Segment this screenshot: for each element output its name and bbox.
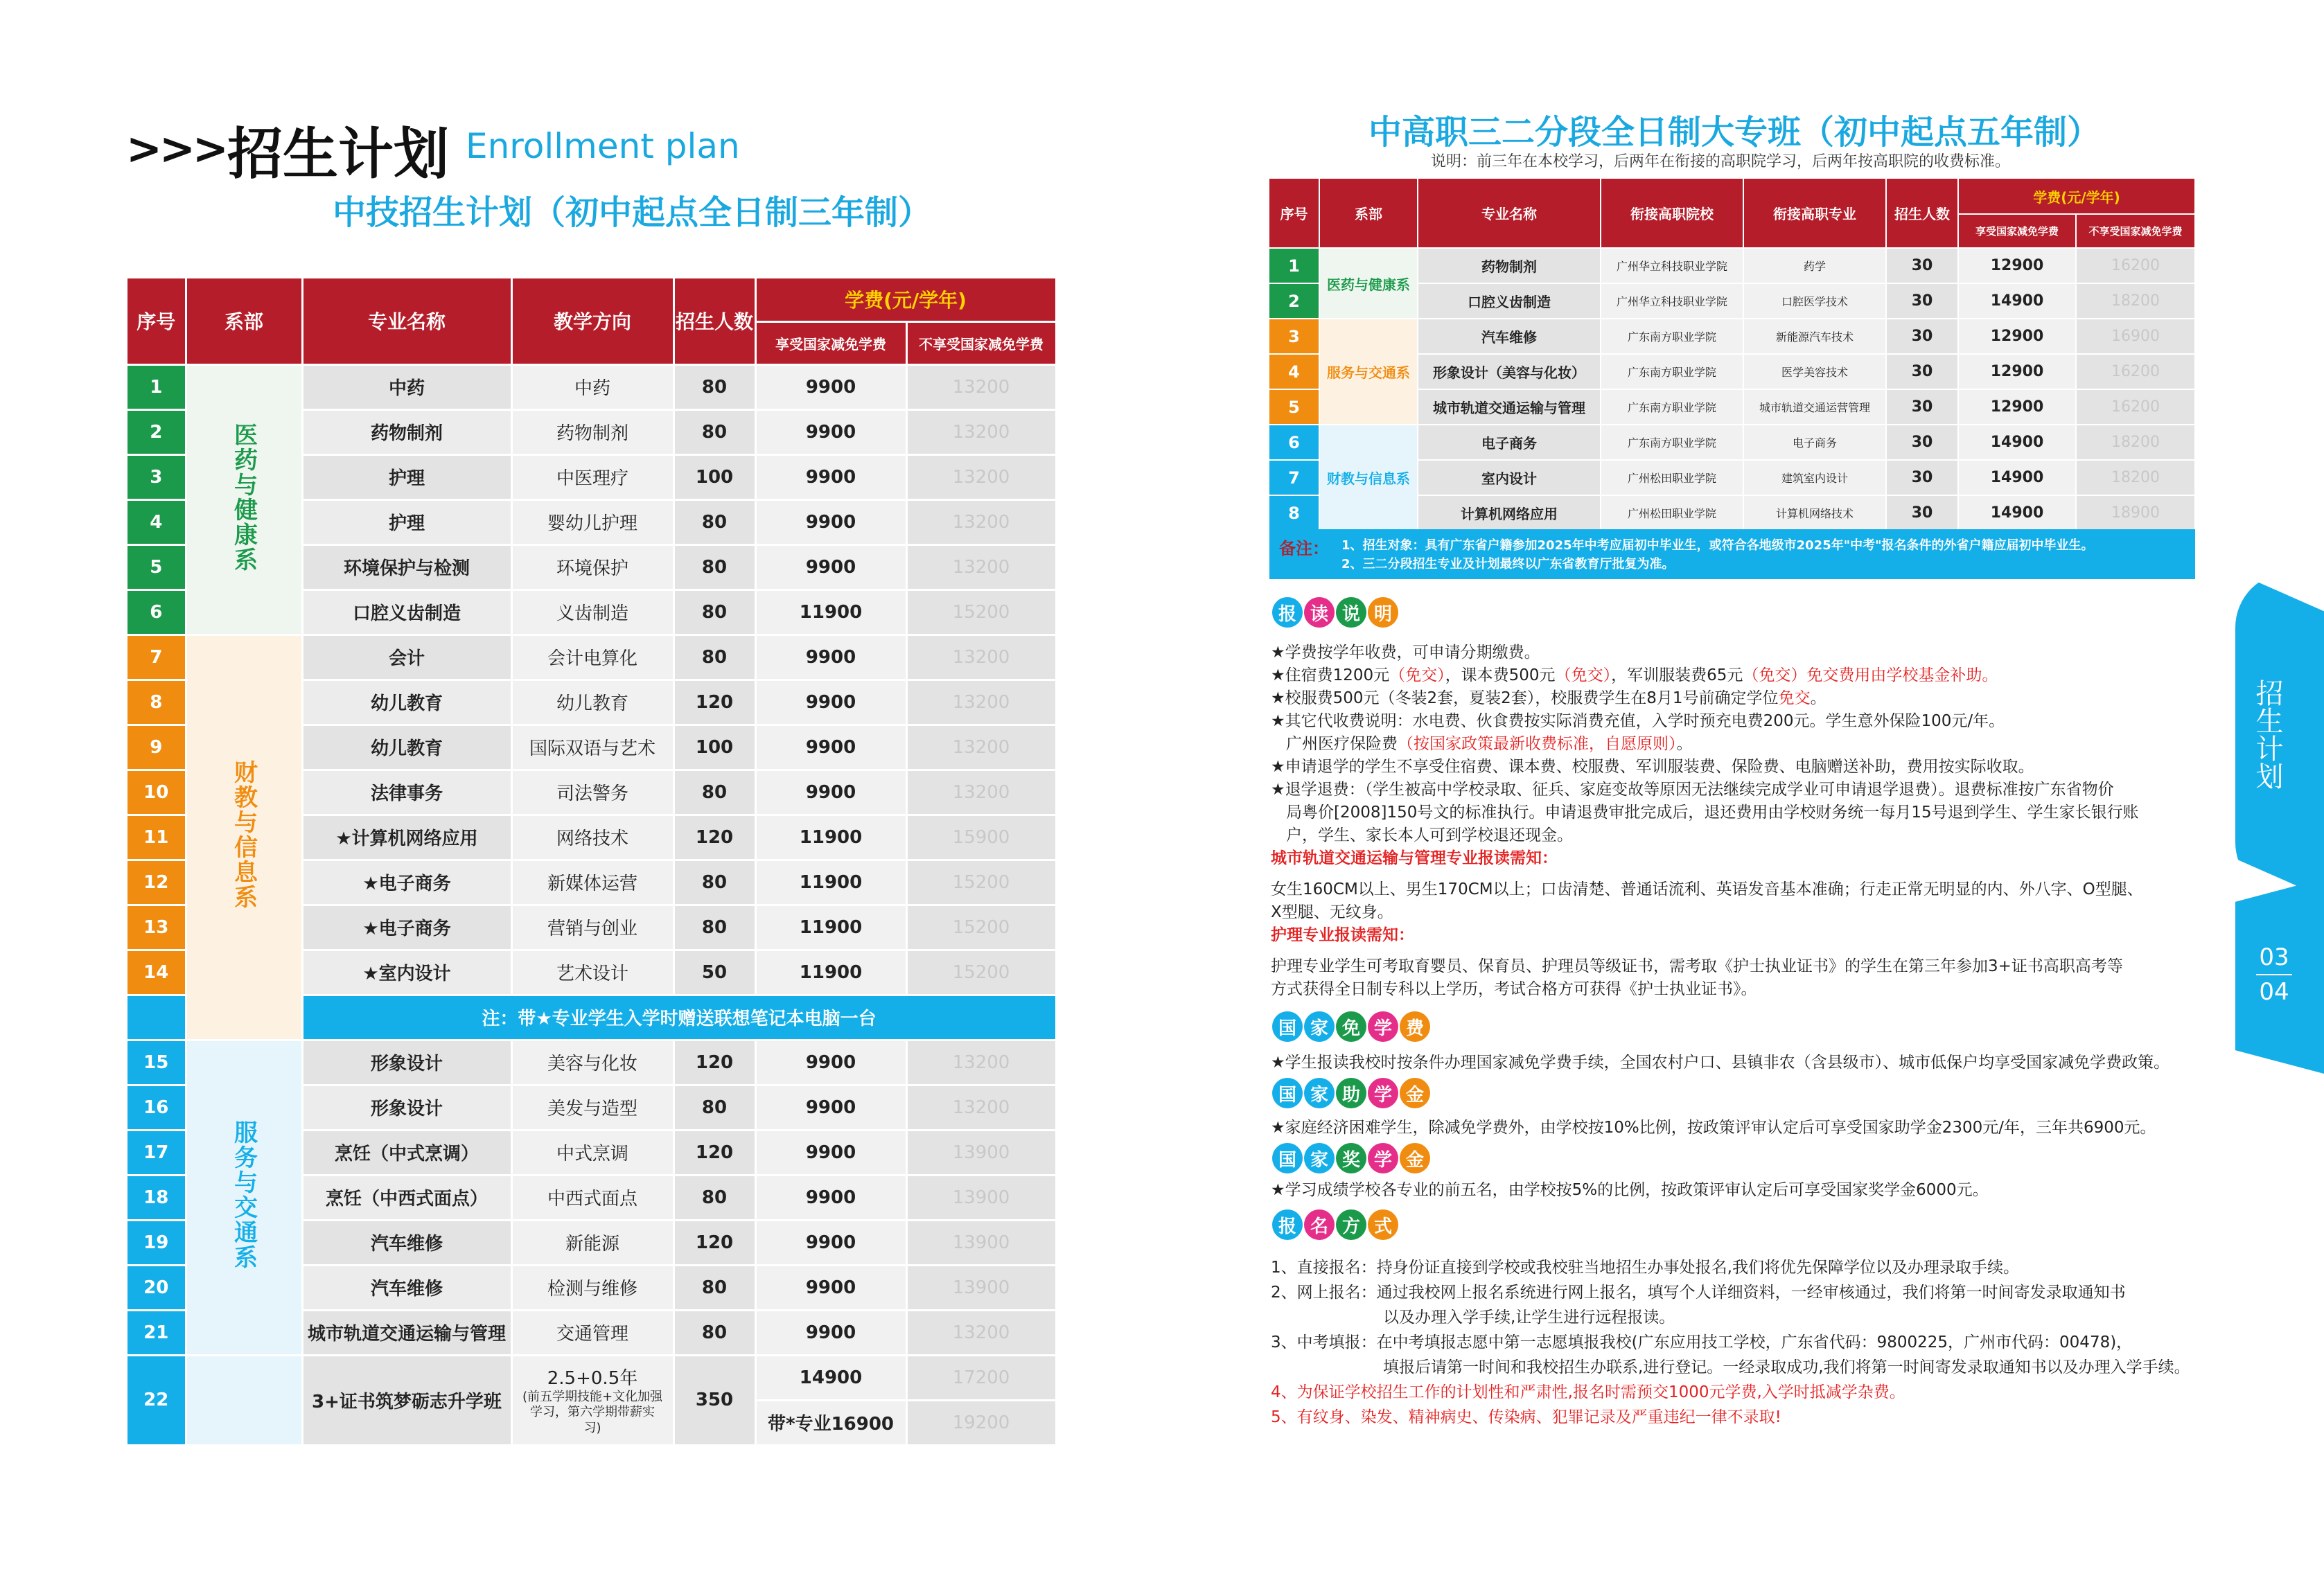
badge-char: 式 bbox=[1368, 1209, 1398, 1240]
cell-major: 汽车维修 bbox=[302, 1265, 511, 1310]
r-header-fee: 学费(元/学年) bbox=[1958, 179, 2195, 214]
header-fee-reduced: 享受国家减免学费 bbox=[755, 321, 906, 364]
side-tab-label: 招生计划 bbox=[2251, 679, 2283, 790]
cell-seq: 3 bbox=[1269, 319, 1319, 354]
cell-college: 广州松田职业学院 bbox=[1601, 495, 1743, 531]
cell-fee: 11900 bbox=[755, 815, 906, 860]
cell-fee-full: 18900 bbox=[2076, 495, 2195, 531]
cell-direction: 会计电算化 bbox=[511, 635, 674, 680]
cell-count: 80 bbox=[674, 589, 755, 635]
cell-seq: 1 bbox=[127, 364, 186, 409]
cell-direction: 国际双语与艺术 bbox=[511, 725, 674, 770]
nurse-notice-line: 方式获得全日制专科以上学历，考试合格方可获得《护士执业证书》。 bbox=[1271, 980, 1757, 998]
cell-direction: 营销与创业 bbox=[511, 905, 674, 950]
remark-label: 备注： bbox=[1279, 539, 1329, 558]
badge-char: 报 bbox=[1272, 1209, 1303, 1240]
header-dept: 系部 bbox=[186, 278, 302, 364]
cell-fee: 11900 bbox=[755, 589, 906, 635]
table-row bbox=[1269, 248, 2195, 283]
page-number bbox=[2256, 942, 2292, 1007]
dept-svc bbox=[186, 1040, 302, 1355]
cell-major: 法律事务 bbox=[302, 770, 511, 815]
cell-fee: 14900 bbox=[1958, 283, 2076, 319]
badge-registration-notes bbox=[1272, 597, 1398, 628]
badge-registration-methods bbox=[1272, 1209, 1398, 1240]
cell-college-major: 建筑室内设计 bbox=[1743, 460, 1886, 495]
cell-seq: 16 bbox=[127, 1085, 186, 1130]
cell-count: 100 bbox=[674, 454, 755, 499]
cell-fee: 9900 bbox=[755, 635, 906, 680]
cell-count: 80 bbox=[674, 409, 755, 454]
cell-seq: 14 bbox=[127, 950, 186, 995]
cell-seq: 17 bbox=[127, 1130, 186, 1175]
header-seq: 序号 bbox=[127, 278, 186, 364]
badge-char: 家 bbox=[1304, 1143, 1335, 1173]
cell-fee: 9900 bbox=[755, 1175, 906, 1220]
cell-fee: 9900 bbox=[755, 454, 906, 499]
table-row bbox=[127, 1040, 1056, 1085]
nurse-notice-title: 护理专业报读需知： bbox=[1271, 926, 1414, 944]
note-line: ★住宿费1200元（免交），课本费500元（免交），军训服装费65元（免交）免交费用由学校基金补助。 bbox=[1271, 666, 1998, 684]
badge-char: 金 bbox=[1400, 1078, 1430, 1108]
cell-seq-empty bbox=[127, 995, 186, 1040]
cell-count: 30 bbox=[1886, 354, 1958, 389]
cell-direction bbox=[511, 1355, 674, 1445]
cell-college-major: 医学美容技术 bbox=[1743, 354, 1886, 389]
header-fee-full: 不享受国家减免学费 bbox=[906, 321, 1056, 364]
cell-major: 口腔义齿制造 bbox=[302, 589, 511, 635]
cell-count: 80 bbox=[674, 905, 755, 950]
cell-fee-full: 13900 bbox=[906, 1265, 1056, 1310]
cell-seq: 4 bbox=[127, 499, 186, 544]
cell-fee: 9900 bbox=[755, 770, 906, 815]
reg-line-2: 2、网上报名：通过我校网上报名系统进行网上报名，填写个人详细资料，一经审核通过，我们将第一时间寄发录取通知书 bbox=[1271, 1284, 2126, 1302]
r-header-major: 专业名称 bbox=[1418, 179, 1601, 248]
cell-count: 120 bbox=[674, 1220, 755, 1265]
note-line: 局粤价[2008]150号文的标准执行。申请退费审批完成后，退还费用由学校财务统一每月15号退到学生、学生家长银行账 bbox=[1286, 804, 2139, 822]
r-header-fee-reduced: 享受国家减免学费 bbox=[1958, 214, 2076, 248]
cell-fee-full: 16900 bbox=[2076, 319, 2195, 354]
badge-char: 家 bbox=[1304, 1078, 1335, 1108]
cell-fee-full: 13900 bbox=[906, 1130, 1056, 1175]
cell-count: 120 bbox=[674, 680, 755, 725]
cell-college: 广东南方职业学院 bbox=[1601, 319, 1743, 354]
cell-fee-full: 13200 bbox=[906, 454, 1056, 499]
cell-seq: 4 bbox=[1269, 354, 1319, 389]
header-count: 招生人数 bbox=[674, 278, 755, 364]
cell-major: 城市轨道交通运输与管理 bbox=[1418, 389, 1601, 425]
note-line: ★退学退费：（学生被高中学校录取、征兵、家庭变故等原因无法继续完成学业可申请退学退费）。退费标准按广东省物价 bbox=[1271, 781, 2114, 799]
badge-scholarship bbox=[1272, 1143, 1430, 1173]
cell-fee-full: 13200 bbox=[906, 364, 1056, 409]
cell-fee: 9900 bbox=[755, 364, 906, 409]
cell-major: 3+证书筑梦砺志升学班 bbox=[302, 1355, 511, 1445]
cell-seq: 3 bbox=[127, 454, 186, 499]
dept-med bbox=[186, 364, 302, 635]
cell-major: 中药 bbox=[302, 364, 511, 409]
badge-char: 方 bbox=[1336, 1209, 1366, 1240]
cell-college: 广东南方职业学院 bbox=[1601, 425, 1743, 460]
cell-seq: 11 bbox=[127, 815, 186, 860]
r-header-count: 招生人数 bbox=[1886, 179, 1958, 248]
r-header-college-major: 衔接高职专业 bbox=[1743, 179, 1886, 248]
cell-fee-full: 16200 bbox=[2076, 389, 2195, 425]
cell-fee: 12900 bbox=[1958, 319, 2076, 354]
cell-direction: 中医理疗 bbox=[511, 454, 674, 499]
table-row bbox=[127, 1355, 1056, 1400]
badge-char: 免 bbox=[1336, 1011, 1366, 1042]
cell-fee-full: 17200 bbox=[906, 1355, 1056, 1400]
scholarship-text: ★学习成绩学校各专业的前五名，由学校按5%的比例，按政策评审认定后可享受国家奖学金6000元。 bbox=[1271, 1181, 1989, 1199]
cell-fee: 9900 bbox=[755, 1220, 906, 1265]
cell-count: 120 bbox=[674, 1040, 755, 1085]
cell-count: 80 bbox=[674, 635, 755, 680]
badge-char: 奖 bbox=[1336, 1143, 1366, 1173]
cell-major: 形象设计 bbox=[302, 1085, 511, 1130]
right-table-title: 中高职三二分段全日制大专班（初中起点五年制） bbox=[1368, 113, 2101, 152]
note-line: 广州医疗保险费（按国家政策最新收费标准，自愿原则）。 bbox=[1286, 735, 1693, 753]
cell-count: 30 bbox=[1886, 319, 1958, 354]
badge-char: 读 bbox=[1304, 597, 1335, 628]
cell-fee: 11900 bbox=[755, 905, 906, 950]
cell-seq: 21 bbox=[127, 1310, 186, 1355]
cell-fee-full: 13200 bbox=[906, 1040, 1056, 1085]
cell-seq: 15 bbox=[127, 1040, 186, 1085]
registration-methods bbox=[1271, 1255, 2190, 1430]
cell-count: 80 bbox=[674, 544, 755, 589]
cell-count: 80 bbox=[674, 364, 755, 409]
cell-seq: 7 bbox=[1269, 460, 1319, 495]
cell-major: 汽车维修 bbox=[1418, 319, 1601, 354]
dept-svc: 服务与交通系 bbox=[1319, 319, 1418, 425]
cell-count: 30 bbox=[1886, 389, 1958, 425]
reg-line-3b: 填报后请第一时间和我校招生办联系,进行登记。一经录取成功,我们将第一时间寄发录取通知书以及办理入学手续。 bbox=[1383, 1358, 2190, 1376]
header-fee: 学费(元/学年) bbox=[755, 278, 1056, 321]
cell-major: 烹饪（中西式面点） bbox=[302, 1175, 511, 1220]
cell-major: 计算机网络应用 bbox=[1418, 495, 1601, 531]
cell-college-major: 口腔医学技术 bbox=[1743, 283, 1886, 319]
r-header-fee-full: 不享受国家减免学费 bbox=[2076, 214, 2195, 248]
grant-text: ★家庭经济困难学生，除减免学费外，由学校按10%比例，按政策评审认定后可享受国家助学金2300元/年，三年共6900元。 bbox=[1271, 1119, 2156, 1137]
cell-fee-full: 16200 bbox=[2076, 248, 2195, 283]
cell-direction: 中药 bbox=[511, 364, 674, 409]
cell-fee: 9900 bbox=[755, 1130, 906, 1175]
cell-fee: 14900 bbox=[1958, 495, 2076, 531]
cell-fee-full: 13900 bbox=[906, 1175, 1056, 1220]
badge-char: 金 bbox=[1400, 1143, 1430, 1173]
cell-fee-full: 13900 bbox=[906, 1220, 1056, 1265]
cell-direction: 新能源 bbox=[511, 1220, 674, 1265]
cell-fee-full: 13200 bbox=[906, 725, 1056, 770]
cell-direction: 幼儿教育 bbox=[511, 680, 674, 725]
remark-line-2: 2、三二分段招生专业及计划最终以广东省教育厅批复为准。 bbox=[1341, 557, 1675, 571]
cell-major: 形象设计 bbox=[302, 1040, 511, 1085]
cell-fee: 14900 bbox=[1958, 460, 2076, 495]
cell-college: 广州华立科技职业学院 bbox=[1601, 248, 1743, 283]
cell-fee: 14900 bbox=[755, 1355, 906, 1400]
cell-direction: 药物制剂 bbox=[511, 409, 674, 454]
cell-college-major: 药学 bbox=[1743, 248, 1886, 283]
cell-seq: 5 bbox=[1269, 389, 1319, 425]
page-number-top: 03 bbox=[2259, 943, 2289, 971]
cell-major: 城市轨道交通运输与管理 bbox=[302, 1310, 511, 1355]
cell-major: 形象设计（美容与化妆） bbox=[1418, 354, 1601, 389]
badge-char: 说 bbox=[1336, 597, 1366, 628]
reg-line-5: 5、有纹身、染发、精神病史、传染病、犯罪记录及严重违纪一律不录取! bbox=[1271, 1408, 1781, 1426]
cell-count: 120 bbox=[674, 815, 755, 860]
rail-notice-line: 女生160CM以上、男生170CM以上；口齿清楚、普通话流利、英语发音基本准确；行走正常无明显的内、外八字、O型腿、 bbox=[1271, 880, 2143, 898]
badge-char: 家 bbox=[1304, 1011, 1335, 1042]
note-line: ★校服费500元（冬装2套，夏装2套），校服费学生在8月1号前确定学位免交。 bbox=[1271, 689, 1826, 707]
badge-char: 助 bbox=[1336, 1078, 1366, 1108]
badge-char: 国 bbox=[1272, 1011, 1303, 1042]
reg-line-3: 3、中考填报：在中考填报志愿中第一志愿填报我校(广东应用技工学校，广东省代码：9800225，广州市代码：00478)， bbox=[1271, 1333, 2133, 1351]
badge-char: 名 bbox=[1304, 1209, 1335, 1240]
arrows-decoration: >>> bbox=[126, 123, 226, 174]
cell-fee-full: 15200 bbox=[906, 905, 1056, 950]
cell-fee: 9900 bbox=[755, 1085, 906, 1130]
cell-direction: 司法警务 bbox=[511, 770, 674, 815]
cell-college: 广州华立科技职业学院 bbox=[1601, 283, 1743, 319]
cell-fee-full: 13200 bbox=[906, 770, 1056, 815]
cell-college-major: 城市轨道交通运营管理 bbox=[1743, 389, 1886, 425]
cell-major: 室内设计 bbox=[1418, 460, 1601, 495]
r-header-dept: 系部 bbox=[1319, 179, 1418, 248]
note-line: ★学费按学年收费，可申请分期缴费。 bbox=[1271, 644, 1540, 662]
header-direction: 教学方向 bbox=[511, 278, 674, 364]
cell-fee-full: 15200 bbox=[906, 589, 1056, 635]
cell-fee: 12900 bbox=[1958, 248, 2076, 283]
cell-seq: 8 bbox=[1269, 495, 1319, 531]
dept-fin bbox=[186, 635, 302, 1040]
r-header-college: 衔接高职院校 bbox=[1601, 179, 1743, 248]
cell-count: 50 bbox=[674, 950, 755, 995]
cell-count: 30 bbox=[1886, 248, 1958, 283]
cell-college: 广东南方职业学院 bbox=[1601, 389, 1743, 425]
cell-major: 护理 bbox=[302, 454, 511, 499]
cell-seq: 19 bbox=[127, 1220, 186, 1265]
notes-block bbox=[1271, 641, 2143, 1001]
cell-major: 电子商务 bbox=[1418, 425, 1601, 460]
badge-char: 学 bbox=[1368, 1011, 1398, 1042]
cell-count: 350 bbox=[674, 1355, 755, 1445]
page-title-en: Enrollment plan bbox=[466, 126, 740, 166]
cell-major: ★计算机网络应用 bbox=[302, 815, 511, 860]
cell-major: 会计 bbox=[302, 635, 511, 680]
tuition-waiver-text: ★学生报读我校时按条件办理国家减免学费手续，全国农村户口、县镇非农（含县级市）、城市低保户均享受国家减免学费政策。 bbox=[1271, 1054, 2170, 1072]
cell-seq: 22 bbox=[127, 1355, 186, 1445]
cell-count: 30 bbox=[1886, 460, 1958, 495]
cell-fee: 9900 bbox=[755, 680, 906, 725]
cell-direction: 环境保护 bbox=[511, 544, 674, 589]
cell-seq: 2 bbox=[1269, 283, 1319, 319]
cell-college: 广州松田职业学院 bbox=[1601, 460, 1743, 495]
dept-svc-cont bbox=[186, 1355, 302, 1445]
cell-direction: 检测与维修 bbox=[511, 1265, 674, 1310]
cell-major: ★电子商务 bbox=[302, 860, 511, 905]
cell-major: 环境保护与检测 bbox=[302, 544, 511, 589]
cell-fee-full: 15900 bbox=[906, 815, 1056, 860]
cell-seq: 1 bbox=[1269, 248, 1319, 283]
cell-seq: 20 bbox=[127, 1265, 186, 1310]
dept-med: 医药与健康系 bbox=[1319, 248, 1418, 319]
cell-fee-full: 13200 bbox=[906, 499, 1056, 544]
cell-fee: 9900 bbox=[755, 725, 906, 770]
cell-count: 30 bbox=[1886, 495, 1958, 531]
cell-fee: 11900 bbox=[755, 860, 906, 905]
cell-major: 药物制剂 bbox=[1418, 248, 1601, 283]
cell-major: 药物制剂 bbox=[302, 409, 511, 454]
cell-direction: 美发与造型 bbox=[511, 1085, 674, 1130]
cell-direction: 中西式面点 bbox=[511, 1175, 674, 1220]
table-row bbox=[127, 635, 1056, 680]
dept-fin: 财教与信息系 bbox=[1319, 425, 1418, 531]
cell-count: 100 bbox=[674, 725, 755, 770]
cell-seq: 5 bbox=[127, 544, 186, 589]
cell-major: 口腔义齿制造 bbox=[1418, 283, 1601, 319]
cell-direction: 网络技术 bbox=[511, 815, 674, 860]
cell-direction: 中式烹调 bbox=[511, 1130, 674, 1175]
cell-count: 30 bbox=[1886, 425, 1958, 460]
cell-count: 80 bbox=[674, 860, 755, 905]
cell-count: 80 bbox=[674, 1310, 755, 1355]
dept-label: 财教与信息系 bbox=[229, 760, 258, 910]
cell-fee: 11900 bbox=[755, 950, 906, 995]
cell-major: 烹饪（中式烹调） bbox=[302, 1130, 511, 1175]
cell-seq: 18 bbox=[127, 1175, 186, 1220]
cell-fee: 带*专业16900 bbox=[755, 1400, 906, 1445]
cell-fee: 12900 bbox=[1958, 389, 2076, 425]
remark-line-1: 1、招生对象：具有广东省户籍参加2025年中考应届初中毕业生，或符合各地级市2025年"中考"报名条件的外省户籍应届初中毕业生。 bbox=[1341, 538, 2094, 553]
cell-fee: 9900 bbox=[755, 544, 906, 589]
right-table-desc: 说明：前三年在本校学习，后两年在衔接的高职院学习，后两年按高职院的收费标准。 bbox=[1431, 153, 2011, 170]
r-header-seq: 序号 bbox=[1269, 179, 1319, 248]
cell-fee-full: 13200 bbox=[906, 1085, 1056, 1130]
cell-fee-full: 13200 bbox=[906, 635, 1056, 680]
cell-direction: 美容与化妆 bbox=[511, 1040, 674, 1085]
laptop-note: 注：带★专业学生入学时赠送联想笔记本电脑一台 bbox=[302, 995, 1056, 1040]
cell-major: ★室内设计 bbox=[302, 950, 511, 995]
direction-detail: (前五学期技能+文化加强学习，第六学期带薪实习) bbox=[522, 1389, 663, 1435]
reg-line-2b: 以及办理入学手续,让学生进行远程报读。 bbox=[1383, 1309, 1675, 1327]
rail-notice-title: 城市轨道交通运输与管理专业报读需知： bbox=[1271, 849, 1558, 867]
direction-main: 2.5+0.5年 bbox=[547, 1367, 638, 1389]
cell-college-major: 电子商务 bbox=[1743, 425, 1886, 460]
cell-fee: 12900 bbox=[1958, 354, 2076, 389]
cell-direction: 义齿制造 bbox=[511, 589, 674, 635]
cell-fee-full: 13200 bbox=[906, 544, 1056, 589]
cell-count: 80 bbox=[674, 1265, 755, 1310]
page-title: 招生计划 bbox=[227, 122, 449, 186]
table-row bbox=[1269, 425, 2195, 460]
cell-seq: 2 bbox=[127, 409, 186, 454]
badge-char: 明 bbox=[1368, 597, 1398, 628]
cell-direction: 艺术设计 bbox=[511, 950, 674, 995]
cell-seq: 12 bbox=[127, 860, 186, 905]
left-table-title: 中技招生计划（初中起点全日制三年制） bbox=[333, 193, 932, 232]
badge-tuition-waiver bbox=[1272, 1011, 1430, 1042]
cell-college: 广东南方职业学院 bbox=[1601, 354, 1743, 389]
cell-fee-full: 15200 bbox=[906, 860, 1056, 905]
cell-fee: 9900 bbox=[755, 499, 906, 544]
reg-line-1: 1、直接报名：持身份证直接到学校或我校驻当地招生办事处报名,我们将优先保障学位以及办理录取手续。 bbox=[1271, 1259, 2019, 1277]
cell-fee-full: 13200 bbox=[906, 1310, 1056, 1355]
cell-major: 幼儿教育 bbox=[302, 725, 511, 770]
cell-fee: 9900 bbox=[755, 1265, 906, 1310]
cell-fee-full: 18200 bbox=[2076, 425, 2195, 460]
cell-major: 护理 bbox=[302, 499, 511, 544]
cell-count: 80 bbox=[674, 1175, 755, 1220]
cell-count: 30 bbox=[1886, 283, 1958, 319]
cell-fee-full: 13200 bbox=[906, 680, 1056, 725]
cell-college-major: 新能源汽车技术 bbox=[1743, 319, 1886, 354]
cell-seq: 9 bbox=[127, 725, 186, 770]
cell-fee: 14900 bbox=[1958, 425, 2076, 460]
cell-fee-full: 19200 bbox=[906, 1400, 1056, 1445]
cell-count: 80 bbox=[674, 1085, 755, 1130]
badge-char: 费 bbox=[1400, 1011, 1430, 1042]
note-line: ★其它代收费说明：水电费、伙食费按实际消费充值，入学时预充电费200元。学生意外保险100元/年。 bbox=[1271, 712, 2005, 730]
cell-fee-full: 13200 bbox=[906, 409, 1056, 454]
cell-major: 汽车维修 bbox=[302, 1220, 511, 1265]
enrollment-table-left bbox=[127, 278, 1057, 1446]
badge-char: 学 bbox=[1368, 1078, 1398, 1108]
cell-fee-full: 16200 bbox=[2076, 354, 2195, 389]
note-line: ★申请退学的学生不享受住宿费、课本费、校服费、军训服装费、保险费、电脑赠送补助，费用按实际收取。 bbox=[1271, 758, 2034, 776]
cell-fee-full: 18200 bbox=[2076, 283, 2195, 319]
header-major: 专业名称 bbox=[302, 278, 511, 364]
cell-seq: 6 bbox=[127, 589, 186, 635]
cell-fee-full: 15200 bbox=[906, 950, 1056, 995]
reg-line-4: 4、为保证学校招生工作的计划性和严肃性,报名时需预交1000元学费,入学时抵减学杂费。 bbox=[1271, 1383, 1905, 1401]
cell-college-major: 计算机网络技术 bbox=[1743, 495, 1886, 531]
cell-direction: 婴幼儿护理 bbox=[511, 499, 674, 544]
dept-label: 服务与交通系 bbox=[229, 1120, 258, 1270]
cell-direction: 交通管理 bbox=[511, 1310, 674, 1355]
cell-fee: 9900 bbox=[755, 1040, 906, 1085]
note-line: 户，学生、家长本人可到学校退还现金。 bbox=[1286, 826, 1573, 844]
rail-notice-line: X型腿、无纹身。 bbox=[1271, 903, 1393, 921]
cell-fee-full: 18200 bbox=[2076, 460, 2195, 495]
nurse-notice-line: 护理专业学生可考取育婴员、保育员、护理员等级证书，需考取《护士执业证书》的学生在第三年参加3+证书高职高考等 bbox=[1271, 957, 2123, 975]
remark-box bbox=[1269, 529, 2195, 579]
table-row bbox=[127, 364, 1056, 409]
cell-direction: 新媒体运营 bbox=[511, 860, 674, 905]
cell-seq: 7 bbox=[127, 635, 186, 680]
cell-count: 80 bbox=[674, 499, 755, 544]
cell-count: 120 bbox=[674, 1130, 755, 1175]
badge-char: 国 bbox=[1272, 1143, 1303, 1173]
enrollment-table-right bbox=[1269, 179, 2196, 531]
cell-fee: 9900 bbox=[755, 1310, 906, 1355]
badge-char: 报 bbox=[1272, 597, 1303, 628]
badge-char: 国 bbox=[1272, 1078, 1303, 1108]
table-row bbox=[1269, 319, 2195, 354]
cell-seq: 8 bbox=[127, 680, 186, 725]
cell-seq: 13 bbox=[127, 905, 186, 950]
cell-fee: 9900 bbox=[755, 409, 906, 454]
cell-major: ★电子商务 bbox=[302, 905, 511, 950]
page-number-bottom: 04 bbox=[2259, 978, 2289, 1006]
cell-seq: 10 bbox=[127, 770, 186, 815]
cell-seq: 6 bbox=[1269, 425, 1319, 460]
badge-grant bbox=[1272, 1078, 1430, 1108]
cell-major: 幼儿教育 bbox=[302, 680, 511, 725]
dept-label: 医药与健康系 bbox=[229, 422, 258, 572]
cell-count: 80 bbox=[674, 770, 755, 815]
badge-char: 学 bbox=[1368, 1143, 1398, 1173]
